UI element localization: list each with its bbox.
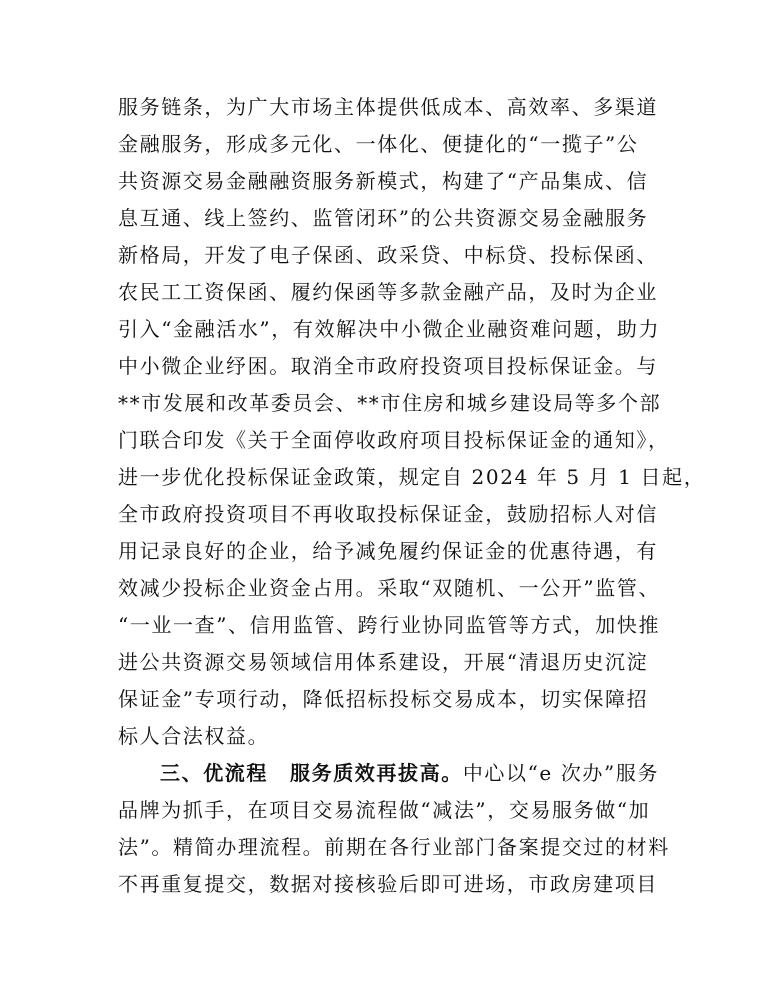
text-line: “一业一查”、信用监管、跨行业协同监管等方式，加快推 xyxy=(118,613,661,637)
section-heading-title: 服务质效再拔高。 xyxy=(290,761,463,785)
text-line: 门联合印发《关于全面停收政府项目投标保证金的通知》， xyxy=(118,428,670,452)
text-line: 息互通、线上签约、监管闭环”的公共资源交易金融服务 xyxy=(118,206,649,230)
text-line: 进公共资源交易领域信用体系建设，开展“清退历史沉淀 xyxy=(118,650,649,674)
text-line: 法”。精简办理流程。前期在各行业部门备案提交过的材料 xyxy=(118,835,670,859)
text-line: 保证金”专项行动，降低招标投标交易成本，切实保障招 xyxy=(118,687,649,711)
text-line: 服务链条，为广大市场主体提供低成本、高效率、多渠道 xyxy=(118,95,658,119)
text-line: 金融服务，形成多元化、一体化、便捷化的“一揽子”公 xyxy=(118,132,639,156)
text-line: 进一步优化投标保证金政策，规定自 2024 年 5 月 1 日起， xyxy=(118,465,706,489)
text-line: 共资源交易金融融资服务新模式，构建了“产品集成、信 xyxy=(118,169,649,193)
text-line: 效减少投标企业资金占用。采取“双随机、一公开”监管、 xyxy=(118,576,661,600)
section-first-line xyxy=(160,755,659,791)
section-heading-number: 三、优流程 xyxy=(160,761,268,785)
text-line: 全市政府投资项目不再收取投标保证金，鼓励招标人对信 xyxy=(118,502,658,526)
section-first-line-text: 中心以“e 次办”服务 xyxy=(462,761,660,785)
text-line: 标人合法权益。 xyxy=(118,724,270,748)
text-line: 不再重复提交，数据对接核验后即可进场，市政房建项目 xyxy=(118,872,658,896)
text-line: 新格局，开发了电子保函、政采贷、中标贷、投标保函、 xyxy=(118,243,658,267)
text-line: 农民工工资保函、履约保函等多款金融产品，及时为企业 xyxy=(118,280,658,304)
text-line: 品牌为抓手，在项目交易流程做“减法”，交易服务做“加 xyxy=(118,798,651,822)
text-line: 用记录良好的企业，给予减免履约保证金的优惠待遇，有 xyxy=(118,539,658,563)
text-line: 中小微企业纾困。取消全市政府投资项目投标保证金。与 xyxy=(118,354,658,378)
text-line: **市发展和改革委员会、**市住房和城乡建设局等多个部 xyxy=(118,391,662,415)
text-line: 引入“金融活水”，有效解决中小微企业融资难问题，助力 xyxy=(118,317,661,341)
